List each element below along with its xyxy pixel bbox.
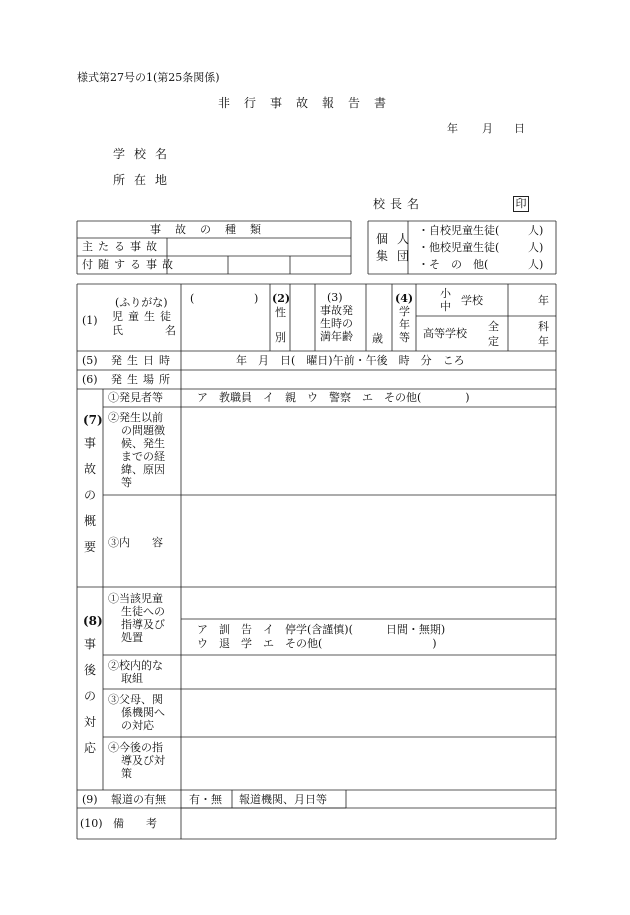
year-unit-2: 年 (538, 335, 549, 348)
course-unit: 科 (538, 320, 549, 333)
discoverer-options: ア 教職員 イ 親 ウ 警察 エ その他( ) (197, 391, 470, 404)
date-month: 月 (482, 122, 493, 135)
content-label: ③内 容 (108, 536, 163, 549)
remarks-label: 備 考 (113, 817, 157, 830)
type-header: 事故の種類 (150, 223, 275, 236)
media-yes-no: 有・無 (189, 793, 222, 806)
age-num: (3) (327, 291, 343, 304)
sex-label-b: 別 (275, 331, 286, 344)
furigana-label: (ふりがな) (115, 296, 168, 309)
group-row-other-unit: 人) (528, 241, 544, 254)
sex-num: (2) (272, 292, 291, 305)
history-label: ②発生以前 の問題徴 候、発生 までの経 緯、原因 等 (108, 411, 165, 489)
furigana-paren-open: ( (190, 292, 195, 305)
fulltime-label: 全 (488, 320, 499, 333)
media-report-label: 報道の有無 (111, 793, 166, 806)
grade-line-1: 学 (399, 305, 410, 318)
guidance-label: ①当該児童 生徒への 指導及び 処置 (108, 592, 165, 644)
individual-label: 個人 (376, 232, 419, 246)
age-unit: 歳 (372, 332, 383, 345)
grade-num: (4) (395, 292, 414, 305)
section8-num: (8) (83, 614, 103, 628)
furigana-paren-close: ) (254, 292, 259, 305)
inschool-label: ②校内的な 取組 (108, 659, 163, 685)
row5-num: (5) (82, 354, 98, 367)
row1-num: (1) (82, 314, 98, 327)
date-year: 年 (447, 122, 458, 135)
row6-num: (6) (82, 373, 98, 386)
media-agency-label: 報道機関、月日等 (239, 793, 327, 806)
location-label: 所在地 (113, 173, 177, 187)
discoverer-label: ①発見者等 (108, 391, 163, 404)
school-mid: 中 (440, 300, 451, 313)
parents-label: ③父母、関 係機関へ の対応 (108, 693, 165, 732)
school-small: 小 (440, 287, 451, 300)
date-day: 日 (514, 122, 525, 135)
section8-vertical-label: 事 後 の 対 応 (83, 637, 96, 755)
school-word: 学校 (461, 294, 483, 307)
page-title: 非行事故報告書 (218, 96, 401, 110)
age-line-2: 生時の (320, 317, 353, 330)
group-label: 集団 (376, 249, 419, 263)
guidance-option-2: ウ 退 学 エ その他( ) (197, 637, 437, 650)
occurrence-place-label: 発生場所 (111, 373, 175, 386)
age-line-1: 事故発 (320, 304, 353, 317)
sub-incident-label: 付随する事故 (82, 258, 178, 271)
group-row-own: ・自校児童生徒( (418, 224, 500, 237)
row9-num: (9) (82, 793, 98, 806)
principal-label: 校長名 (373, 197, 425, 211)
grade-line-2: 年 (399, 318, 410, 331)
group-row-misc-unit: 人) (528, 258, 544, 271)
grade-line-3: 等 (399, 331, 410, 344)
student-name-label: 氏名 (112, 324, 218, 337)
school-name-label: 学校名 (113, 147, 177, 161)
sex-label-a: 性 (275, 306, 286, 319)
occurrence-datetime-label: 発生日時 (111, 354, 175, 367)
group-row-misc: ・そ の 他( (418, 258, 489, 271)
parttime-label: 定 (488, 335, 499, 348)
seal-mark: 印 (513, 196, 529, 212)
occurrence-datetime-value: 年 月 日( 曜日)午前・午後 時 分 ころ (236, 354, 465, 367)
student-label: 児童生徒 (112, 310, 176, 323)
row10-num: (10) (80, 817, 103, 830)
main-incident-label: 主たる事故 (82, 240, 162, 253)
section7-vertical-label: 事 故 の 概 要 (83, 436, 96, 554)
year-unit-1: 年 (538, 294, 549, 307)
form-id: 様式第27号の1(第25条関係) (77, 71, 220, 84)
age-line-3: 満年齢 (320, 330, 353, 343)
guidance-option-1: ア 訓 告 イ 停学(含謹慎)( 日間・無期) (197, 623, 446, 636)
section7-num: (7) (83, 413, 103, 427)
group-row-own-unit: 人) (528, 224, 544, 237)
group-row-other: ・他校児童生徒( (418, 241, 500, 254)
high-school-label: 高等学校 (423, 327, 467, 340)
future-label: ④今後の指 導及び対 策 (108, 741, 165, 780)
